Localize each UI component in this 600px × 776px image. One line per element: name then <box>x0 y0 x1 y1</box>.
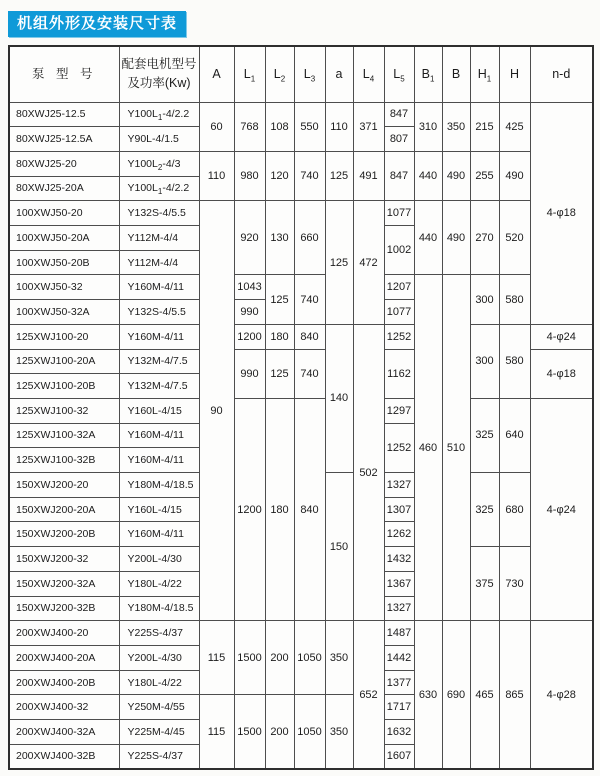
pump-model: 125XWJ100-20 <box>9 324 119 349</box>
dim-value: 847 <box>384 151 414 200</box>
header-row <box>9 46 593 102</box>
table-row <box>9 398 593 423</box>
pump-model: 80XWJ25-12.5 <box>9 102 119 127</box>
dim-value: 580 <box>499 275 530 324</box>
pump-model: 150XWJ200-20B <box>9 522 119 547</box>
motor-model: Y160M-4/11 <box>119 324 199 349</box>
dim-value: 990 <box>234 349 265 398</box>
dim-value: 350 <box>442 102 470 151</box>
dim-value: 680 <box>499 473 530 547</box>
dim-value: 465 <box>470 621 499 769</box>
motor-model: Y160M-4/11 <box>119 423 199 448</box>
dim-value: 130 <box>265 201 294 275</box>
pump-model: 200XWJ400-20 <box>9 621 119 646</box>
dim-value: 180 <box>265 398 294 620</box>
pump-model: 100XWJ50-20B <box>9 250 119 275</box>
dim-value: 440 <box>414 201 442 275</box>
dim-value: 440 <box>414 151 442 200</box>
dim-value: 1327 <box>384 473 414 498</box>
dim-value: 460 <box>414 275 442 621</box>
dim-value: 325 <box>470 398 499 472</box>
pump-model: 150XWJ200-20 <box>9 473 119 498</box>
motor-model: Y160M-4/11 <box>119 448 199 473</box>
dim-value: 325 <box>470 473 499 547</box>
dim-value: 1077 <box>384 201 414 226</box>
pump-model: 125XWJ100-32 <box>9 398 119 423</box>
motor-model: Y250M-4/55 <box>119 695 199 720</box>
dim-value: 125 <box>265 275 294 324</box>
dim-value: 520 <box>499 201 530 275</box>
dim-value: 1500 <box>234 621 265 695</box>
pump-model: 100XWJ50-32 <box>9 275 119 300</box>
motor-model: Y132S-4/5.5 <box>119 300 199 325</box>
dim-value: 200 <box>265 621 294 695</box>
motor-model: Y160M-4/11 <box>119 275 199 300</box>
motor-model: Y225S-4/37 <box>119 621 199 646</box>
pump-model: 100XWJ50-20 <box>9 201 119 226</box>
dim-value: 1200 <box>234 324 265 349</box>
dim-value: 425 <box>499 102 530 151</box>
dim-value: 990 <box>234 300 265 325</box>
motor-model: Y225M-4/45 <box>119 720 199 745</box>
column-header: B <box>442 46 470 102</box>
table-row <box>9 201 593 226</box>
pump-model: 150XWJ200-20A <box>9 497 119 522</box>
motor-model: Y160M-4/11 <box>119 522 199 547</box>
dim-value: 640 <box>499 398 530 472</box>
dim-value: 490 <box>442 151 470 200</box>
pump-model: 100XWJ50-20A <box>9 226 119 251</box>
dim-value: 4-φ24 <box>530 324 593 349</box>
dim-value: 4-φ18 <box>530 349 593 398</box>
motor-model: $Y100L_2-4/3$ <box>119 151 199 176</box>
dim-value: 125 <box>325 151 353 200</box>
motor-model: $Y100L_1-4/2.2$ <box>119 102 199 127</box>
table-row <box>9 275 593 300</box>
motor-model: Y180M-4/18.5 <box>119 596 199 621</box>
table-row <box>9 324 593 349</box>
dim-value: 1077 <box>384 300 414 325</box>
dim-value: 350 <box>325 621 353 695</box>
pump-model: 80XWJ25-12.5A <box>9 127 119 152</box>
motor-model: Y225S-4/37 <box>119 744 199 769</box>
table-row <box>9 102 593 127</box>
motor-model: Y180L-4/22 <box>119 571 199 596</box>
dim-value: 690 <box>442 621 470 769</box>
dim-value: 1050 <box>294 621 325 695</box>
dim-value: 472 <box>353 201 384 325</box>
dim-value: 980 <box>234 151 265 200</box>
dim-value: 840 <box>294 398 325 620</box>
column-header: $L_5$ <box>384 46 414 102</box>
pump-model: 150XWJ200-32 <box>9 547 119 572</box>
column-header: $H_1$ <box>470 46 499 102</box>
dim-value: 1252 <box>384 423 414 472</box>
column-header: $L_3$ <box>294 46 325 102</box>
table-header <box>9 46 593 102</box>
dim-value: 550 <box>294 102 325 151</box>
dim-value: 740 <box>294 275 325 324</box>
dim-value: 840 <box>294 324 325 349</box>
page-title: 机组外形及安装尺寸表 <box>8 11 186 37</box>
dim-value: 807 <box>384 127 414 152</box>
column-header: 配套电机型号 及功率(Kw) <box>119 46 199 102</box>
dim-value: 200 <box>265 695 294 769</box>
dim-value: 660 <box>294 201 325 275</box>
column-header: $L_4$ <box>353 46 384 102</box>
dim-value: 1307 <box>384 497 414 522</box>
dim-value: 1632 <box>384 720 414 745</box>
dim-value: 490 <box>499 151 530 200</box>
column-header: $L_2$ <box>265 46 294 102</box>
dim-value: 1500 <box>234 695 265 769</box>
column-header: a <box>325 46 353 102</box>
dim-value: 60 <box>199 102 234 151</box>
table-body <box>9 102 593 769</box>
motor-model: Y180L-4/22 <box>119 670 199 695</box>
dim-value: 847 <box>384 102 414 127</box>
dimensions-table <box>8 45 594 770</box>
dim-value: 1432 <box>384 547 414 572</box>
dim-value: 255 <box>470 151 499 200</box>
dim-value: 1207 <box>384 275 414 300</box>
motor-model: Y200L-4/30 <box>119 547 199 572</box>
column-header: $L_1$ <box>234 46 265 102</box>
column-header: $B_1$ <box>414 46 442 102</box>
pump-model: 125XWJ100-32A <box>9 423 119 448</box>
motor-model: $Y100L_1-4/2.2$ <box>119 176 199 201</box>
pump-model: 200XWJ400-32 <box>9 695 119 720</box>
pump-model: 80XWJ25-20A <box>9 176 119 201</box>
dim-value: 491 <box>353 151 384 200</box>
column-header: H <box>499 46 530 102</box>
dim-value: 300 <box>470 275 499 324</box>
motor-model: Y132S-4/5.5 <box>119 201 199 226</box>
dim-value: 108 <box>265 102 294 151</box>
dim-value: 115 <box>199 621 234 695</box>
dim-value: 350 <box>325 695 353 769</box>
dim-value: 652 <box>353 621 384 769</box>
dim-value: 1717 <box>384 695 414 720</box>
pump-model: 125XWJ100-20A <box>9 349 119 374</box>
motor-model: Y90L-4/1.5 <box>119 127 199 152</box>
dim-value: 1367 <box>384 571 414 596</box>
motor-model: Y180M-4/18.5 <box>119 473 199 498</box>
pump-model: 100XWJ50-32A <box>9 300 119 325</box>
dim-value: 1043 <box>234 275 265 300</box>
dim-value: 490 <box>442 201 470 275</box>
dim-value: 502 <box>353 324 384 620</box>
dim-value: 1327 <box>384 596 414 621</box>
dim-value: 1262 <box>384 522 414 547</box>
dim-value: 270 <box>470 201 499 275</box>
dim-value: 1200 <box>234 398 265 620</box>
dim-value: 1252 <box>384 324 414 349</box>
dim-value: 120 <box>265 151 294 200</box>
motor-model: Y112M-4/4 <box>119 250 199 275</box>
dim-value: 740 <box>294 151 325 200</box>
dim-value: 730 <box>499 547 530 621</box>
dim-value: 110 <box>325 102 353 151</box>
dim-value: 920 <box>234 201 265 275</box>
pump-model: 150XWJ200-32A <box>9 571 119 596</box>
dim-value: 1162 <box>384 349 414 398</box>
pump-model: 200XWJ400-32B <box>9 744 119 769</box>
pump-model: 200XWJ400-32A <box>9 720 119 745</box>
motor-model: Y160L-4/15 <box>119 497 199 522</box>
dim-value: 371 <box>353 102 384 151</box>
dim-value: 630 <box>414 621 442 769</box>
column-header: n-d <box>530 46 593 102</box>
column-header: A <box>199 46 234 102</box>
dim-value: 115 <box>199 695 234 769</box>
dim-value: 1050 <box>294 695 325 769</box>
pump-model: 200XWJ400-20B <box>9 670 119 695</box>
motor-model: Y200L-4/30 <box>119 645 199 670</box>
dim-value: 1442 <box>384 645 414 670</box>
dim-value: 1377 <box>384 670 414 695</box>
dim-value: 1487 <box>384 621 414 646</box>
motor-model: Y132M-4/7.5 <box>119 374 199 399</box>
table-row <box>9 151 593 176</box>
dim-value: 740 <box>294 349 325 398</box>
dim-value: 375 <box>470 547 499 621</box>
dim-value: 180 <box>265 324 294 349</box>
pump-model: 150XWJ200-32B <box>9 596 119 621</box>
dim-value: 150 <box>325 473 353 621</box>
dim-value: 125 <box>265 349 294 398</box>
dim-value: 4-φ24 <box>530 398 593 620</box>
dim-value: 4-φ28 <box>530 621 593 769</box>
dim-value: 510 <box>442 275 470 621</box>
dim-value: 1297 <box>384 398 414 423</box>
dim-value: 110 <box>199 151 234 200</box>
motor-model: Y160L-4/15 <box>119 398 199 423</box>
pump-model: 125XWJ100-20B <box>9 374 119 399</box>
dim-value: 125 <box>325 201 353 325</box>
table-row <box>9 621 593 646</box>
dim-value: 1607 <box>384 744 414 769</box>
dim-value: 215 <box>470 102 499 151</box>
motor-model: Y112M-4/4 <box>119 226 199 251</box>
pump-model: 125XWJ100-32B <box>9 448 119 473</box>
dim-value: 768 <box>234 102 265 151</box>
column-header: 泵 型 号 <box>9 46 119 102</box>
pump-model: 200XWJ400-20A <box>9 645 119 670</box>
pump-model: 80XWJ25-20 <box>9 151 119 176</box>
motor-model: Y132M-4/7.5 <box>119 349 199 374</box>
dim-value: 865 <box>499 621 530 769</box>
dim-value: 580 <box>499 324 530 398</box>
dim-value: 140 <box>325 324 353 472</box>
dim-value: 4-φ18 <box>530 102 593 324</box>
dim-value: 310 <box>414 102 442 151</box>
dim-value: 300 <box>470 324 499 398</box>
dim-value: 90 <box>199 201 234 621</box>
dim-value: 1002 <box>384 226 414 275</box>
